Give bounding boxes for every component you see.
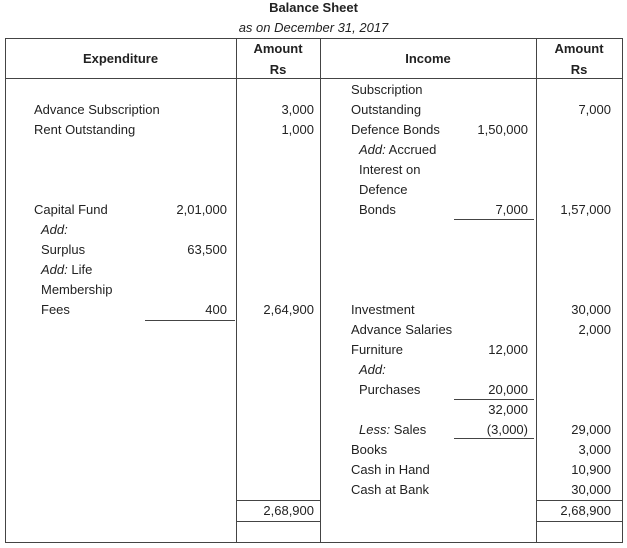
bonds-interest-amount: 7,000: [495, 202, 528, 217]
left-grand-total: 2,68,900: [263, 503, 314, 518]
outstanding-label: Outstanding: [351, 102, 422, 117]
header-income: Income: [405, 51, 451, 66]
purchases-amount: 20,000: [488, 382, 528, 397]
add-life-label: Add: Life: [41, 262, 93, 277]
outstanding-amount: 7,000: [578, 102, 611, 117]
header-rs-left: Rs: [269, 62, 287, 77]
surplus-amount: 63,500: [187, 242, 227, 257]
investment-label: Investment: [351, 302, 415, 317]
advance-subscription-label: Advance Subscription: [34, 102, 160, 117]
capital-fund-label: Capital Fund: [34, 202, 108, 217]
bonds-label: Bonds: [359, 202, 396, 217]
fees-label: Fees: [41, 302, 70, 317]
defence-label: Defence: [359, 182, 408, 197]
capital-fund-amount: 2,01,000: [176, 202, 227, 217]
page-subtitle: as on December 31, 2017: [238, 20, 389, 35]
subscription-label: Subscription: [351, 82, 423, 97]
add-accrued-label: Add: Accrued: [359, 142, 437, 157]
header-expenditure: Expenditure: [82, 51, 159, 66]
defence-bonds-amount: 1,50,000: [477, 122, 528, 137]
page-title: Balance Sheet: [269, 0, 358, 15]
furniture-amount: 12,000: [488, 342, 528, 357]
capital-total-amount: 2,64,900: [263, 302, 314, 317]
books-amount: 3,000: [578, 442, 611, 457]
advance-salaries-label: Advance Salaries: [351, 322, 453, 337]
header-amount-left: Amount: [253, 41, 303, 56]
surplus-label: Surplus: [41, 242, 86, 257]
less-sales-label: Less: Sales: [359, 422, 427, 437]
bonds-total-amount: 1,57,000: [560, 202, 611, 217]
rent-outstanding-label: Rent Outstanding: [34, 122, 136, 137]
right-grand-total: 2,68,900: [560, 503, 611, 518]
interest-on-label: Interest on: [359, 162, 421, 177]
cash-at-bank-label: Cash at Bank: [351, 482, 430, 497]
furniture-label: Furniture: [351, 342, 404, 357]
furniture-subtotal: 32,000: [488, 402, 528, 417]
header-amount-right: Amount: [554, 41, 604, 56]
investment-amount: 30,000: [571, 302, 611, 317]
furniture-total: 29,000: [571, 422, 611, 437]
sales-amount: (3,000): [486, 422, 528, 437]
advance-salaries-amount: 2,000: [578, 322, 611, 337]
cash-at-bank-amount: 30,000: [571, 482, 611, 497]
books-label: Books: [351, 442, 388, 457]
rent-outstanding-amount: 1,000: [281, 122, 314, 137]
cash-in-hand-label: Cash in Hand: [351, 462, 430, 477]
cash-in-hand-amount: 10,900: [571, 462, 611, 477]
defence-bonds-label: Defence Bonds: [351, 122, 440, 137]
membership-label: Membership: [41, 282, 113, 297]
advance-subscription-amount: 3,000: [281, 102, 314, 117]
purchases-label: Purchases: [359, 382, 421, 397]
fees-amount: 400: [205, 302, 227, 317]
add-label-right: Add:: [359, 362, 386, 377]
header-rs-right: Rs: [570, 62, 588, 77]
add-label-left: Add:: [41, 222, 68, 237]
